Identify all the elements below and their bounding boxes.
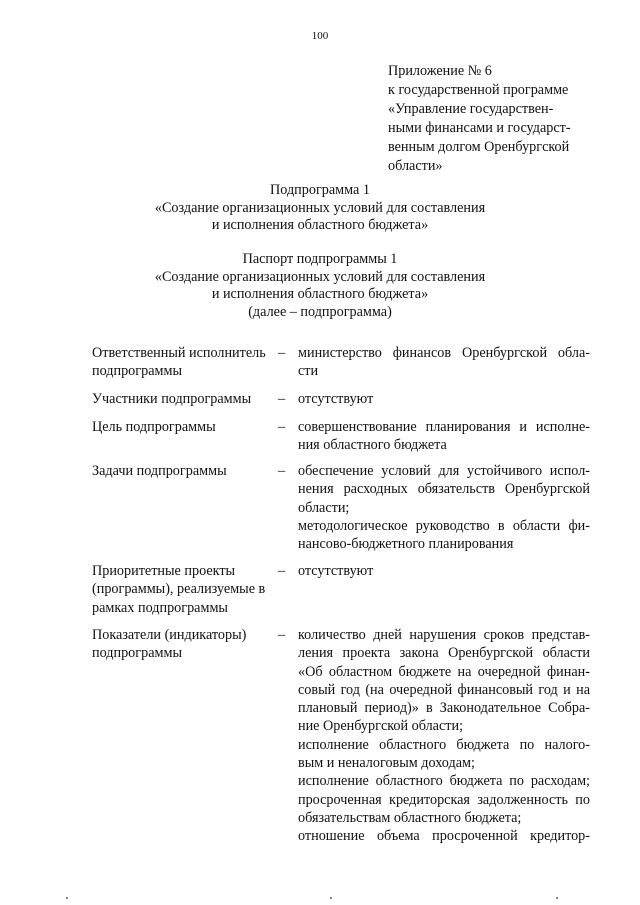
row-value-line: просроченная кредиторская задолженность по: [298, 791, 590, 808]
passport-title-line: и исполнения областного бюджета»: [211, 286, 429, 302]
row-value-line: исполнение областного бюджета по налого-: [298, 736, 590, 753]
row-dash: –: [278, 463, 286, 479]
row-value-line: отсутствуют: [298, 391, 374, 407]
row-label-line: (программы), реализуемые в: [92, 581, 266, 598]
passport-title-line: (далее – подпрограмма): [248, 303, 392, 320]
row-value-line: методологическое руководство в области фи-: [298, 517, 590, 534]
row-label-line: Цель подпрограммы: [92, 419, 216, 435]
passport-title-line: Паспорт подпрограммы 1: [242, 251, 398, 267]
row-value-line: обязательствам областного бюджета;: [298, 809, 522, 826]
row-label: [92, 562, 278, 617]
appendix-line: к государственной программе: [388, 82, 569, 98]
row-value-line: нения расходных обязательств Оренбургской: [298, 481, 590, 498]
row-value-line: сти: [298, 363, 319, 380]
row-value: [298, 562, 590, 580]
row-value-line: обеспечение условий для устойчивого испол-: [298, 463, 590, 479]
subprogram-title-line: и исполнения областного бюджета»: [211, 217, 429, 233]
row-value-line: министерство финансов Оренбургской обла-: [298, 345, 590, 361]
row-dash: –: [278, 563, 286, 579]
row-value: [298, 390, 590, 408]
row-value-line: ние Оренбургской области;: [298, 718, 464, 735]
subprogram-title-line: Подпрограмма 1: [270, 182, 370, 198]
row-value: [298, 626, 590, 846]
row-label: [92, 626, 278, 663]
row-label-line: Ответственный исполнитель: [92, 345, 266, 361]
row-value: [298, 344, 590, 381]
row-label-line: Задачи подпрограммы: [92, 463, 227, 479]
appendix-line: венным долгом Оренбургской: [388, 139, 570, 155]
row-label-line: Показатели (индикаторы): [92, 627, 247, 643]
appendix-line: «Управление государствен-: [388, 101, 554, 117]
row-value-line: плановый период)» в Законодательное Собра-: [298, 700, 590, 717]
row-value-line: «Об областном бюджете на очередной финан-: [298, 663, 590, 680]
row-label-line: подпрограммы: [92, 363, 182, 380]
row-value-line: ления проекта закона Оренбургской области: [298, 645, 590, 662]
subprogram-title: [0, 182, 640, 235]
row-dash: –: [278, 627, 286, 643]
row-value: [298, 462, 590, 553]
row-value-line: совершенствование планирования и исполне-: [298, 419, 590, 435]
row-label-line: подпрограммы: [92, 645, 182, 662]
row-label-line: рамках подпрограммы: [92, 599, 228, 616]
row-value-line: совый год (на очередной финансовый год и на: [298, 681, 590, 698]
row-value-line: отсутствуют: [298, 563, 374, 579]
row-label: [92, 390, 278, 408]
row-dash: –: [278, 345, 286, 361]
subprogram-title-line: «Создание организационных условий для составления: [154, 199, 486, 216]
row-value-line: нансово-бюджетного планирования: [298, 536, 514, 553]
row-label: [92, 418, 278, 436]
row-value-line: количество дней нарушения сроков представ-: [298, 627, 590, 643]
passport-title: [0, 251, 640, 321]
row-value-line: области;: [298, 499, 350, 516]
appendix-line: Приложение № 6: [388, 63, 492, 79]
appendix-line: области»: [388, 158, 443, 174]
row-label-line: Приоритетные проекты: [92, 563, 236, 579]
row-value-line: исполнение областного бюджета по расходам;: [298, 773, 590, 790]
row-dash: –: [278, 391, 286, 407]
row-label: [92, 344, 278, 381]
row-label-line: Участники подпрограммы: [92, 391, 252, 407]
page-number: 100: [311, 30, 329, 42]
passport-title-line: «Создание организационных условий для составления: [154, 268, 486, 285]
appendix-block: [388, 62, 618, 176]
appendix-line: ными финансами и государст-: [388, 120, 571, 136]
row-value-line: отношение объема просроченной кредитор-: [298, 828, 590, 845]
row-value: [298, 418, 590, 455]
scan-artifacts: [0, 894, 640, 905]
row-value-line: ния областного бюджета: [298, 437, 447, 454]
row-value-line: вым и неналоговым доходам;: [298, 755, 475, 772]
row-dash: –: [278, 419, 286, 435]
row-label: [92, 462, 278, 480]
